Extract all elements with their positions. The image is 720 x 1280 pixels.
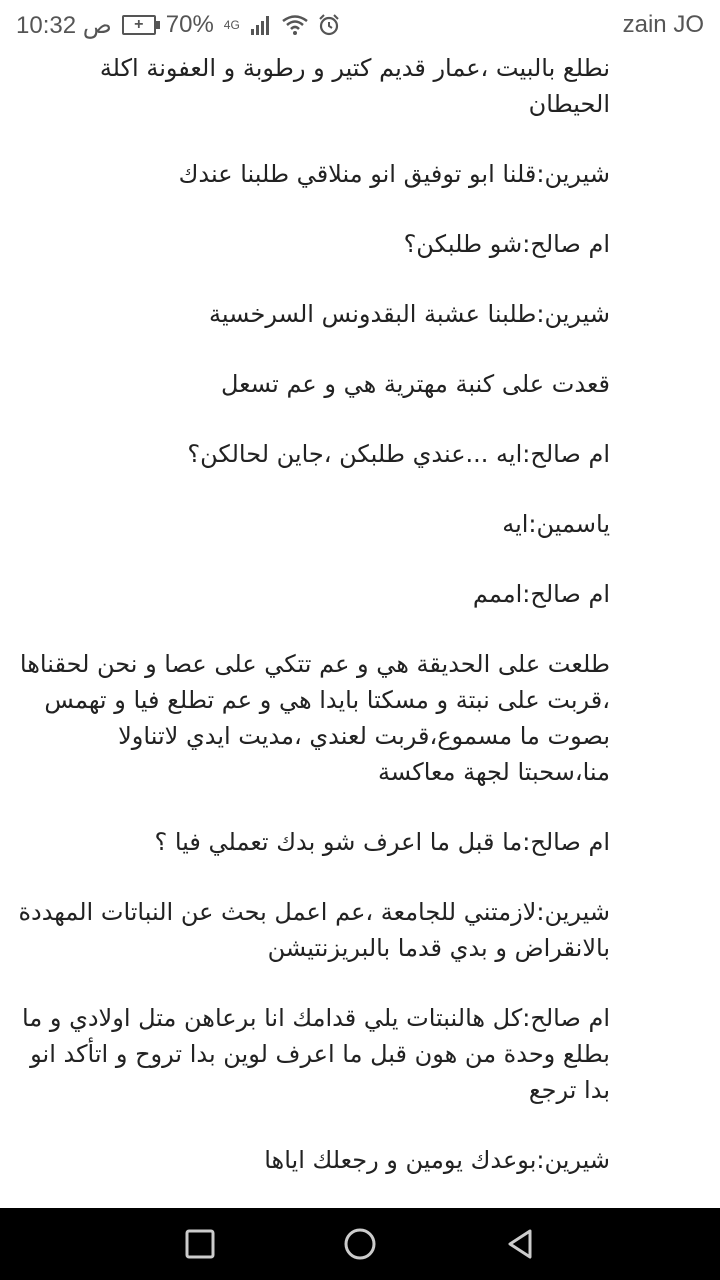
story-paragraph: قعدت على كنبة مهترية هي و عم تسعل (220, 370, 610, 398)
story-paragraph: ام صالح:شو طلبكن؟ (403, 230, 610, 258)
story-paragraph: ام صالح:كل هالنبتات يلي قدامك انا برعاهن متل اولادي و ما بطلع وحدة من هون قبل ما اعرف لوين بدا تروح و اتأكد انو بدا ترجع (22, 1004, 610, 1104)
circle-icon[interactable] (342, 1226, 378, 1262)
story-content[interactable] (0, 50, 720, 1208)
story-paragraph: ام صالح:اممم (472, 580, 610, 608)
battery-level: 70% (165, 11, 214, 38)
clock: 10:32 ص (16, 11, 112, 39)
wifi-icon (282, 15, 308, 35)
story-text (0, 50, 720, 1178)
alarm-icon (318, 14, 340, 36)
signal-icon (250, 15, 272, 35)
battery-icon: + (122, 15, 156, 35)
status-right (623, 10, 704, 40)
story-paragraph: طلعت على الحديقة هي و عم تتكي على عصا و نحن لحقناها ،قربت على نبتة و مسكتا بايدا هي و عم تطلع فيا و تهمس بصوت ما مسموع،قربت لعندي ،مديت ايدي لاتناولا منا،سحبتا لجهة معاكسة (19, 650, 610, 786)
square-icon[interactable] (182, 1226, 218, 1262)
story-paragraph: شيرين:طلبنا عشبة البقدونس السرخسية (208, 300, 610, 328)
carrier-name: zain JO (622, 11, 704, 38)
story-paragraph: شيرين:بوعدك يومين و رجعلك اياها (264, 1146, 610, 1174)
story-paragraph: شيرين:قلنا ابو توفيق انو منلاقي طلبنا عندك (178, 160, 610, 188)
network-type: 4G (223, 18, 240, 32)
story-paragraph: ام صالح:ما قبل ما اعرف شو بدك تعملي فيا ؟ (154, 828, 610, 856)
status-bar (0, 0, 720, 50)
story-paragraph: ام صالح:ايه ...عندي طلبكن ،جاين لحالكن؟ (187, 440, 610, 468)
story-paragraph: ياسمين:ايه (502, 510, 610, 538)
triangle-back-icon[interactable] (502, 1226, 538, 1262)
story-paragraph: نطلع بالبيت ،عمار قديم كتير و رطوبة و العفونة اكلة الحيطان (99, 54, 610, 118)
navigation-bar (0, 1208, 720, 1280)
story-paragraph: شيرين:لازمتني للجامعة ،عم اعمل بحث عن النباتات المهددة بالانقراض و بدي قدما بالبريزنتيشن (18, 898, 610, 962)
status-left (16, 10, 340, 40)
